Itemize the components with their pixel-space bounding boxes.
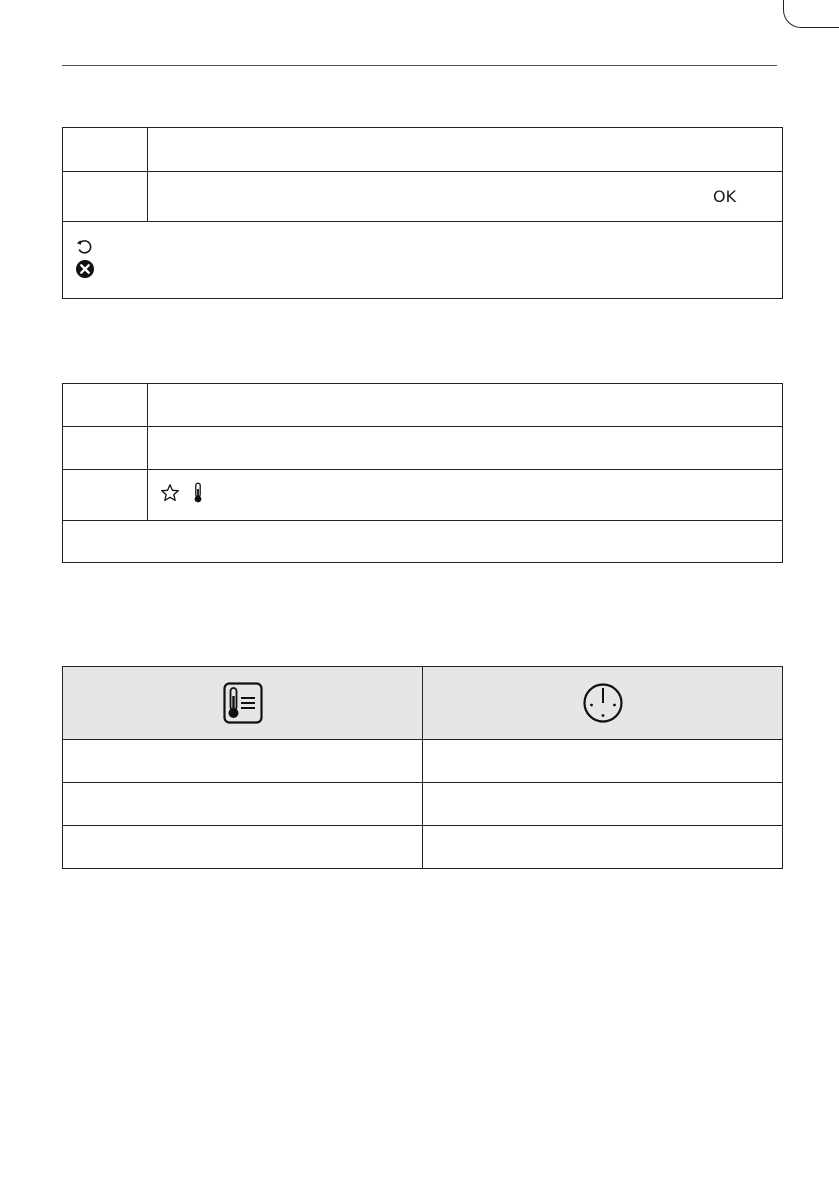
page-corner-mark: [783, 0, 839, 28]
row-icon-cell: [148, 470, 783, 521]
table-one: [62, 127, 783, 299]
header-cell-timer: [423, 667, 783, 740]
cell: [423, 783, 783, 826]
cancel-x-circle-icon: [75, 259, 95, 283]
header-rule: [62, 65, 777, 66]
table-note-row: [63, 222, 783, 299]
table-header-row: [63, 667, 783, 740]
row-text-cell: [148, 172, 783, 222]
row-label: [63, 470, 148, 521]
note-cell: [63, 521, 783, 563]
row-label: [63, 384, 148, 427]
row-text: [148, 128, 783, 172]
cell: [63, 783, 423, 826]
table-row: [63, 384, 783, 427]
cell: [423, 740, 783, 783]
row-label: [63, 172, 148, 222]
table-row: [63, 740, 783, 783]
table-row: [63, 826, 783, 869]
clock-timer-icon: [582, 694, 624, 711]
star-outline-icon: [160, 483, 180, 507]
cell: [423, 826, 783, 869]
note-cell: [63, 222, 783, 299]
undo-arrow-icon: [75, 238, 93, 260]
table-row: [63, 128, 783, 172]
header-cell-sensor: [63, 667, 423, 740]
table-row: [63, 172, 783, 222]
row-text: [148, 427, 783, 470]
row-text: [148, 384, 783, 427]
cell: [63, 826, 423, 869]
table-note-row: [63, 521, 783, 563]
ok-button-label: OK: [713, 187, 737, 206]
food-sensor-thermometer-icon: [223, 694, 263, 711]
row-label: [63, 427, 148, 470]
table-row: [63, 470, 783, 521]
table-three: [62, 666, 783, 869]
row-label: [63, 128, 148, 172]
table-row: [63, 783, 783, 826]
thermometer-icon: [192, 482, 204, 508]
cell: [63, 740, 423, 783]
table-two: [62, 383, 783, 563]
table-row: [63, 427, 783, 470]
